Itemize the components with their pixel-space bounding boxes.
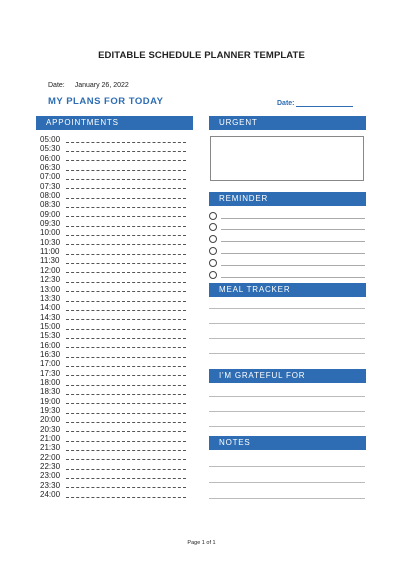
time-row[interactable] <box>40 322 190 331</box>
time-label: 05:00 <box>40 135 61 144</box>
appointment-line[interactable] <box>66 314 186 320</box>
appointment-line[interactable] <box>66 211 186 217</box>
time-row[interactable] <box>40 303 190 312</box>
urgent-box[interactable] <box>210 136 364 181</box>
time-row[interactable] <box>40 490 190 499</box>
time-row[interactable] <box>40 247 190 256</box>
appointment-line[interactable] <box>66 361 186 367</box>
reminder-line[interactable] <box>221 260 365 266</box>
appointment-line[interactable] <box>66 352 186 358</box>
appointment-line[interactable] <box>66 436 186 442</box>
appointment-line[interactable] <box>66 426 186 432</box>
appointments-header: APPOINTMENTS <box>36 116 193 130</box>
time-label: 20:30 <box>40 424 61 434</box>
appointment-line[interactable] <box>66 445 186 451</box>
meal-line[interactable] <box>209 353 365 354</box>
time-row[interactable] <box>40 387 190 396</box>
time-row[interactable] <box>40 228 190 237</box>
time-row[interactable] <box>40 359 190 368</box>
grateful-header: I'M GRATEFUL FOR <box>209 369 366 383</box>
time-label: 18:30 <box>40 387 61 397</box>
appointment-line[interactable] <box>66 464 186 470</box>
time-label: 16:00 <box>40 340 61 350</box>
appointment-line[interactable] <box>66 398 186 404</box>
time-row[interactable] <box>40 256 190 265</box>
appointment-line[interactable] <box>66 183 186 189</box>
appointment-line[interactable] <box>66 370 186 376</box>
time-label: 11:00 <box>40 247 60 257</box>
appointments-list <box>40 135 190 499</box>
time-row[interactable] <box>40 294 190 303</box>
time-label: 10:00 <box>40 228 61 238</box>
time-row[interactable] <box>40 378 190 387</box>
time-row[interactable] <box>40 350 190 359</box>
time-label: 10:30 <box>40 237 61 247</box>
notes-line[interactable] <box>209 466 365 467</box>
appointment-line[interactable] <box>66 333 186 339</box>
appointment-line[interactable] <box>66 454 186 460</box>
time-label: 23:30 <box>40 480 61 490</box>
time-row[interactable] <box>40 172 190 181</box>
time-label: 09:00 <box>40 209 61 219</box>
time-row[interactable] <box>40 266 190 275</box>
time-label: 06:00 <box>40 153 61 163</box>
time-row[interactable] <box>40 144 190 153</box>
time-label: 20:00 <box>40 415 61 425</box>
date-field[interactable] <box>277 98 353 107</box>
reminder-line[interactable] <box>221 224 365 230</box>
time-row[interactable] <box>40 462 190 471</box>
plans-heading: MY PLANS FOR TODAY <box>48 96 164 107</box>
time-row[interactable] <box>40 313 190 322</box>
time-row[interactable] <box>40 406 190 415</box>
time-label: 12:00 <box>40 265 61 275</box>
time-label: 23:00 <box>40 471 61 481</box>
time-label: 18:00 <box>40 377 61 387</box>
reminder-line[interactable] <box>221 248 365 254</box>
reminder-item[interactable] <box>209 234 365 245</box>
grateful-line[interactable] <box>209 396 365 397</box>
date-row <box>48 82 129 89</box>
reminder-item[interactable] <box>209 245 365 256</box>
appointment-line[interactable] <box>66 277 186 283</box>
time-row[interactable] <box>40 219 190 228</box>
time-label: 24:00 <box>40 490 61 500</box>
appointment-line[interactable] <box>66 258 186 264</box>
appointment-line[interactable] <box>66 137 186 143</box>
time-label: 17:30 <box>40 368 61 378</box>
time-label: 12:30 <box>40 275 61 285</box>
checkbox-circle-icon[interactable] <box>209 259 217 267</box>
date-field-blank[interactable] <box>296 98 353 107</box>
time-label: 22:00 <box>40 452 61 462</box>
reminder-item[interactable] <box>209 222 365 233</box>
time-row[interactable] <box>40 434 190 443</box>
reminder-item[interactable] <box>209 257 365 268</box>
time-label: 14:30 <box>40 312 61 322</box>
reminder-item[interactable] <box>209 210 365 221</box>
notes-line[interactable] <box>209 498 365 499</box>
time-row[interactable] <box>40 443 190 452</box>
appointment-line[interactable] <box>66 155 186 161</box>
appointment-line[interactable] <box>66 221 186 227</box>
appointment-line[interactable] <box>66 267 186 273</box>
meal-line[interactable] <box>209 323 365 324</box>
date-field-label: Date: <box>277 100 295 107</box>
time-row[interactable] <box>40 369 190 378</box>
appointment-line[interactable] <box>66 239 186 245</box>
time-label: 09:30 <box>40 219 61 229</box>
time-row[interactable] <box>40 191 190 200</box>
reminder-header: REMINDER <box>209 192 366 206</box>
date-value[interactable]: January 26, 2022 <box>74 82 129 89</box>
appointment-line[interactable] <box>66 202 186 208</box>
appointment-line[interactable] <box>66 174 186 180</box>
appointment-line[interactable] <box>66 473 186 479</box>
time-row[interactable] <box>40 471 190 480</box>
appointment-line[interactable] <box>66 389 186 395</box>
checkbox-circle-icon[interactable] <box>209 235 217 243</box>
meal-line[interactable] <box>209 338 365 339</box>
time-row[interactable] <box>40 397 190 406</box>
time-row[interactable] <box>40 210 190 219</box>
grateful-line[interactable] <box>209 411 365 412</box>
time-row[interactable] <box>40 275 190 284</box>
time-label: 08:00 <box>40 191 61 201</box>
notes-line[interactable] <box>209 482 365 483</box>
time-row[interactable] <box>40 163 190 172</box>
appointment-line[interactable] <box>66 408 186 414</box>
time-label: 11:30 <box>40 256 60 266</box>
appointment-line[interactable] <box>66 193 186 199</box>
appointment-line[interactable] <box>66 380 186 386</box>
time-label: 21:00 <box>40 434 61 443</box>
time-row[interactable] <box>40 331 190 340</box>
time-label: 05:30 <box>40 144 61 154</box>
appointment-line[interactable] <box>66 146 186 152</box>
time-row[interactable] <box>40 481 190 490</box>
time-label: 16:30 <box>40 349 61 359</box>
page-footer: Page 1 of 1 <box>187 540 216 546</box>
time-row[interactable] <box>40 200 190 209</box>
appointment-line[interactable] <box>66 417 186 423</box>
checkbox-circle-icon[interactable] <box>209 223 217 231</box>
urgent-header: URGENT <box>209 116 366 130</box>
appointment-line[interactable] <box>66 305 186 311</box>
appointment-line[interactable] <box>66 296 186 302</box>
page-title: EDITABLE SCHEDULE PLANNER TEMPLATE <box>98 50 305 61</box>
notes-header: NOTES <box>209 436 366 450</box>
appointment-line[interactable] <box>66 165 186 171</box>
time-row[interactable] <box>40 285 190 294</box>
reminder-line[interactable] <box>221 236 365 242</box>
time-label: 15:00 <box>40 321 61 331</box>
appointment-line[interactable] <box>66 286 186 292</box>
appointment-line[interactable] <box>66 482 186 488</box>
date-label: Date: <box>48 82 65 89</box>
time-label: 15:30 <box>40 331 61 341</box>
time-row[interactable] <box>40 154 190 163</box>
checkbox-circle-icon[interactable] <box>209 212 217 220</box>
meal-line[interactable] <box>209 308 365 309</box>
time-label: 19:00 <box>40 396 61 406</box>
time-label: 21:30 <box>40 443 61 453</box>
reminder-item[interactable] <box>209 269 365 280</box>
time-label: 07:30 <box>40 181 61 191</box>
time-row[interactable] <box>40 182 190 191</box>
time-row[interactable] <box>40 341 190 350</box>
time-label: 22:30 <box>40 462 61 472</box>
time-row[interactable] <box>40 238 190 247</box>
appointment-line[interactable] <box>66 249 186 255</box>
time-label: 17:00 <box>40 359 61 369</box>
time-label: 14:00 <box>40 303 61 313</box>
time-row[interactable] <box>40 415 190 424</box>
appointment-line[interactable] <box>66 230 186 236</box>
time-label: 06:30 <box>40 163 61 173</box>
reminder-line[interactable] <box>221 272 365 278</box>
time-label: 13:00 <box>40 284 61 294</box>
time-row[interactable] <box>40 425 190 434</box>
time-label: 19:30 <box>40 405 61 415</box>
time-label: 08:30 <box>40 200 61 210</box>
checkbox-circle-icon[interactable] <box>209 247 217 255</box>
meal-tracker-header: MEAL TRACKER <box>209 283 366 297</box>
appointment-line[interactable] <box>66 342 186 348</box>
checkbox-circle-icon[interactable] <box>209 271 217 279</box>
appointment-line[interactable] <box>66 324 186 330</box>
time-row[interactable] <box>40 453 190 462</box>
reminder-line[interactable] <box>221 213 365 219</box>
time-label: 13:30 <box>40 293 61 303</box>
time-label: 07:00 <box>40 172 61 182</box>
time-row[interactable] <box>40 135 190 144</box>
grateful-line[interactable] <box>209 426 365 427</box>
appointment-line[interactable] <box>66 492 186 498</box>
